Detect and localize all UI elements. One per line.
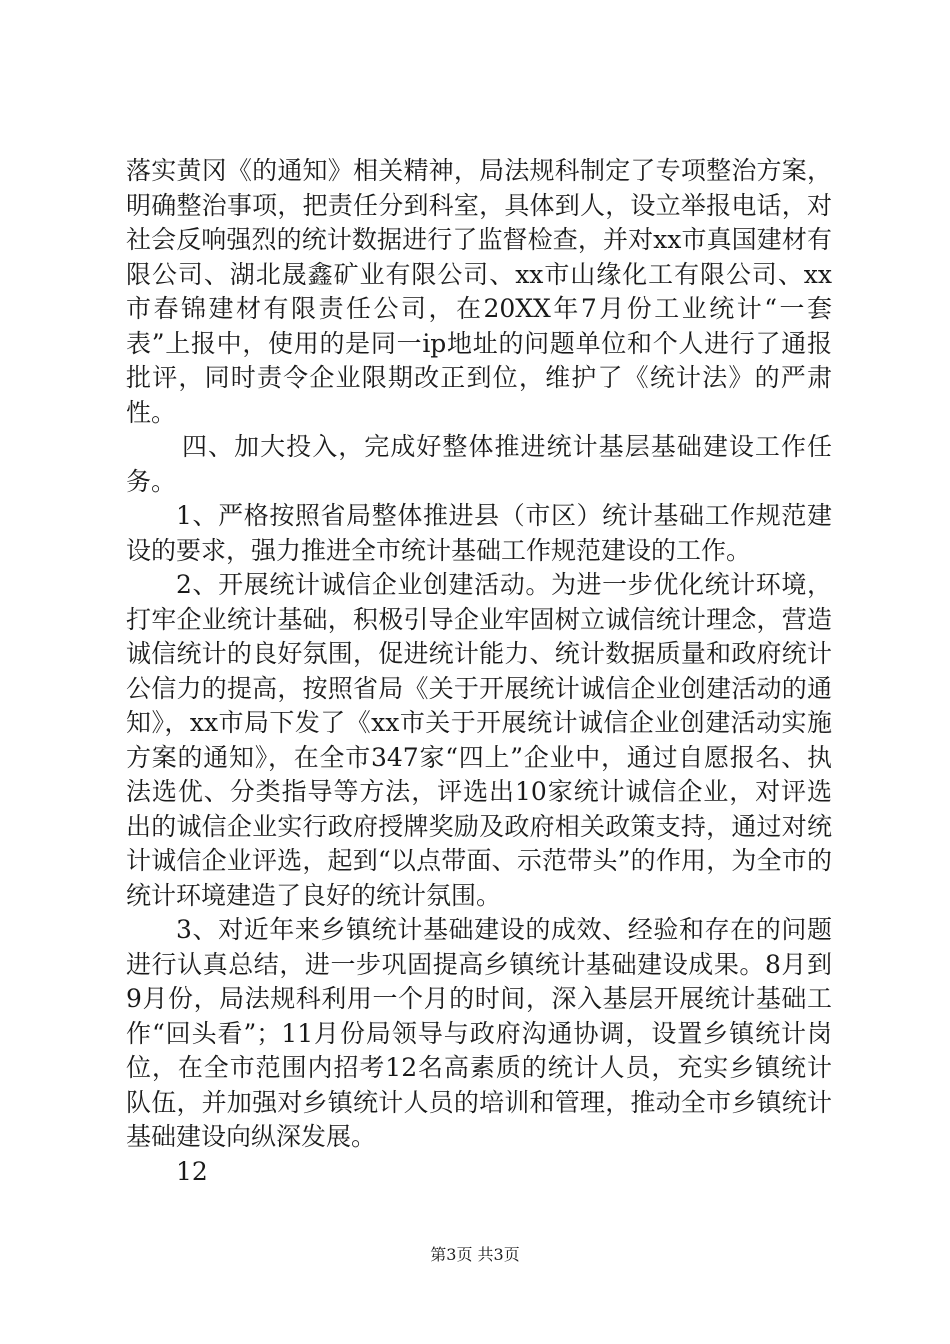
paragraph-item-2: 2、开展统计诚信企业创建活动。为进一步优化统计环境，打牢企业统计基础，积极引导企业牢固树立诚信统计理念，营造诚信统计的良好氛围，促进统计能力、统计数据质量和政府统计公信力的提高，按照省局《关于开展统计诚信企业创建活动的通知》，xx市局下发了《xx市关于开展统计诚信企业创建活动实施方案的通知》，在全市347家“四上”企业中，通过自愿报名、执法选优、分类指导等方法，评选出10家统计诚信企业，对评选出的诚信企业实行政府授牌奖励及政府相关政策支持，通过对统计诚信企业评选，起到“以点带面、示范带头”的作用，为全市的统计环境建造了良好的统计氛围。 xyxy=(126,570,832,910)
section-heading: 四、加大投入，完成好整体推进统计基层基础建设工作任务。 xyxy=(126,432,832,496)
paragraph-trailing-number: 12 xyxy=(176,1156,208,1186)
page-footer xyxy=(0,1244,950,1266)
document-body xyxy=(126,154,832,1189)
paragraph-item-1: 1、严格按照省局整体推进县（市区）统计基础工作规范建设的要求，强力推进全市统计基础工作规范建设的工作。 xyxy=(126,501,832,565)
page-number-label: 第3页 共3页 xyxy=(430,1245,520,1264)
paragraph-item-3: 3、对近年来乡镇统计基础建设的成效、经验和存在的问题进行认真总结，进一步巩固提高乡镇统计基础建设成果。8月到9月份，局法规科利用一个月的时间，深入基层开展统计基础工作“回头看”；11月份局领导与政府沟通协调，设置乡镇统计岗位，在全市范围内招考12名高素质的统计人员，充实乡镇统计队伍，并加强对乡镇统计人员的培训和管理，推动全市乡镇统计基础建设向纵深发展。 xyxy=(126,915,832,1151)
paragraph-continuation: 落实黄冈《的通知》相关精神，局法规科制定了专项整治方案，明确整治事项，把责任分到科室，具体到人，设立举报电话，对社会反响强烈的统计数据进行了监督检查，并对xx市真国建材有限公司、湖北晟鑫矿业有限公司、xx市山缘化工有限公司、xx市春锦建材有限责任公司，在20XX年7月份工业统计“一套表”上报中，使用的是同一ip地址的问题单位和个人进行了通报批评，同时责令企业限期改正到位，维护了《统计法》的严肃性。 xyxy=(126,156,832,427)
